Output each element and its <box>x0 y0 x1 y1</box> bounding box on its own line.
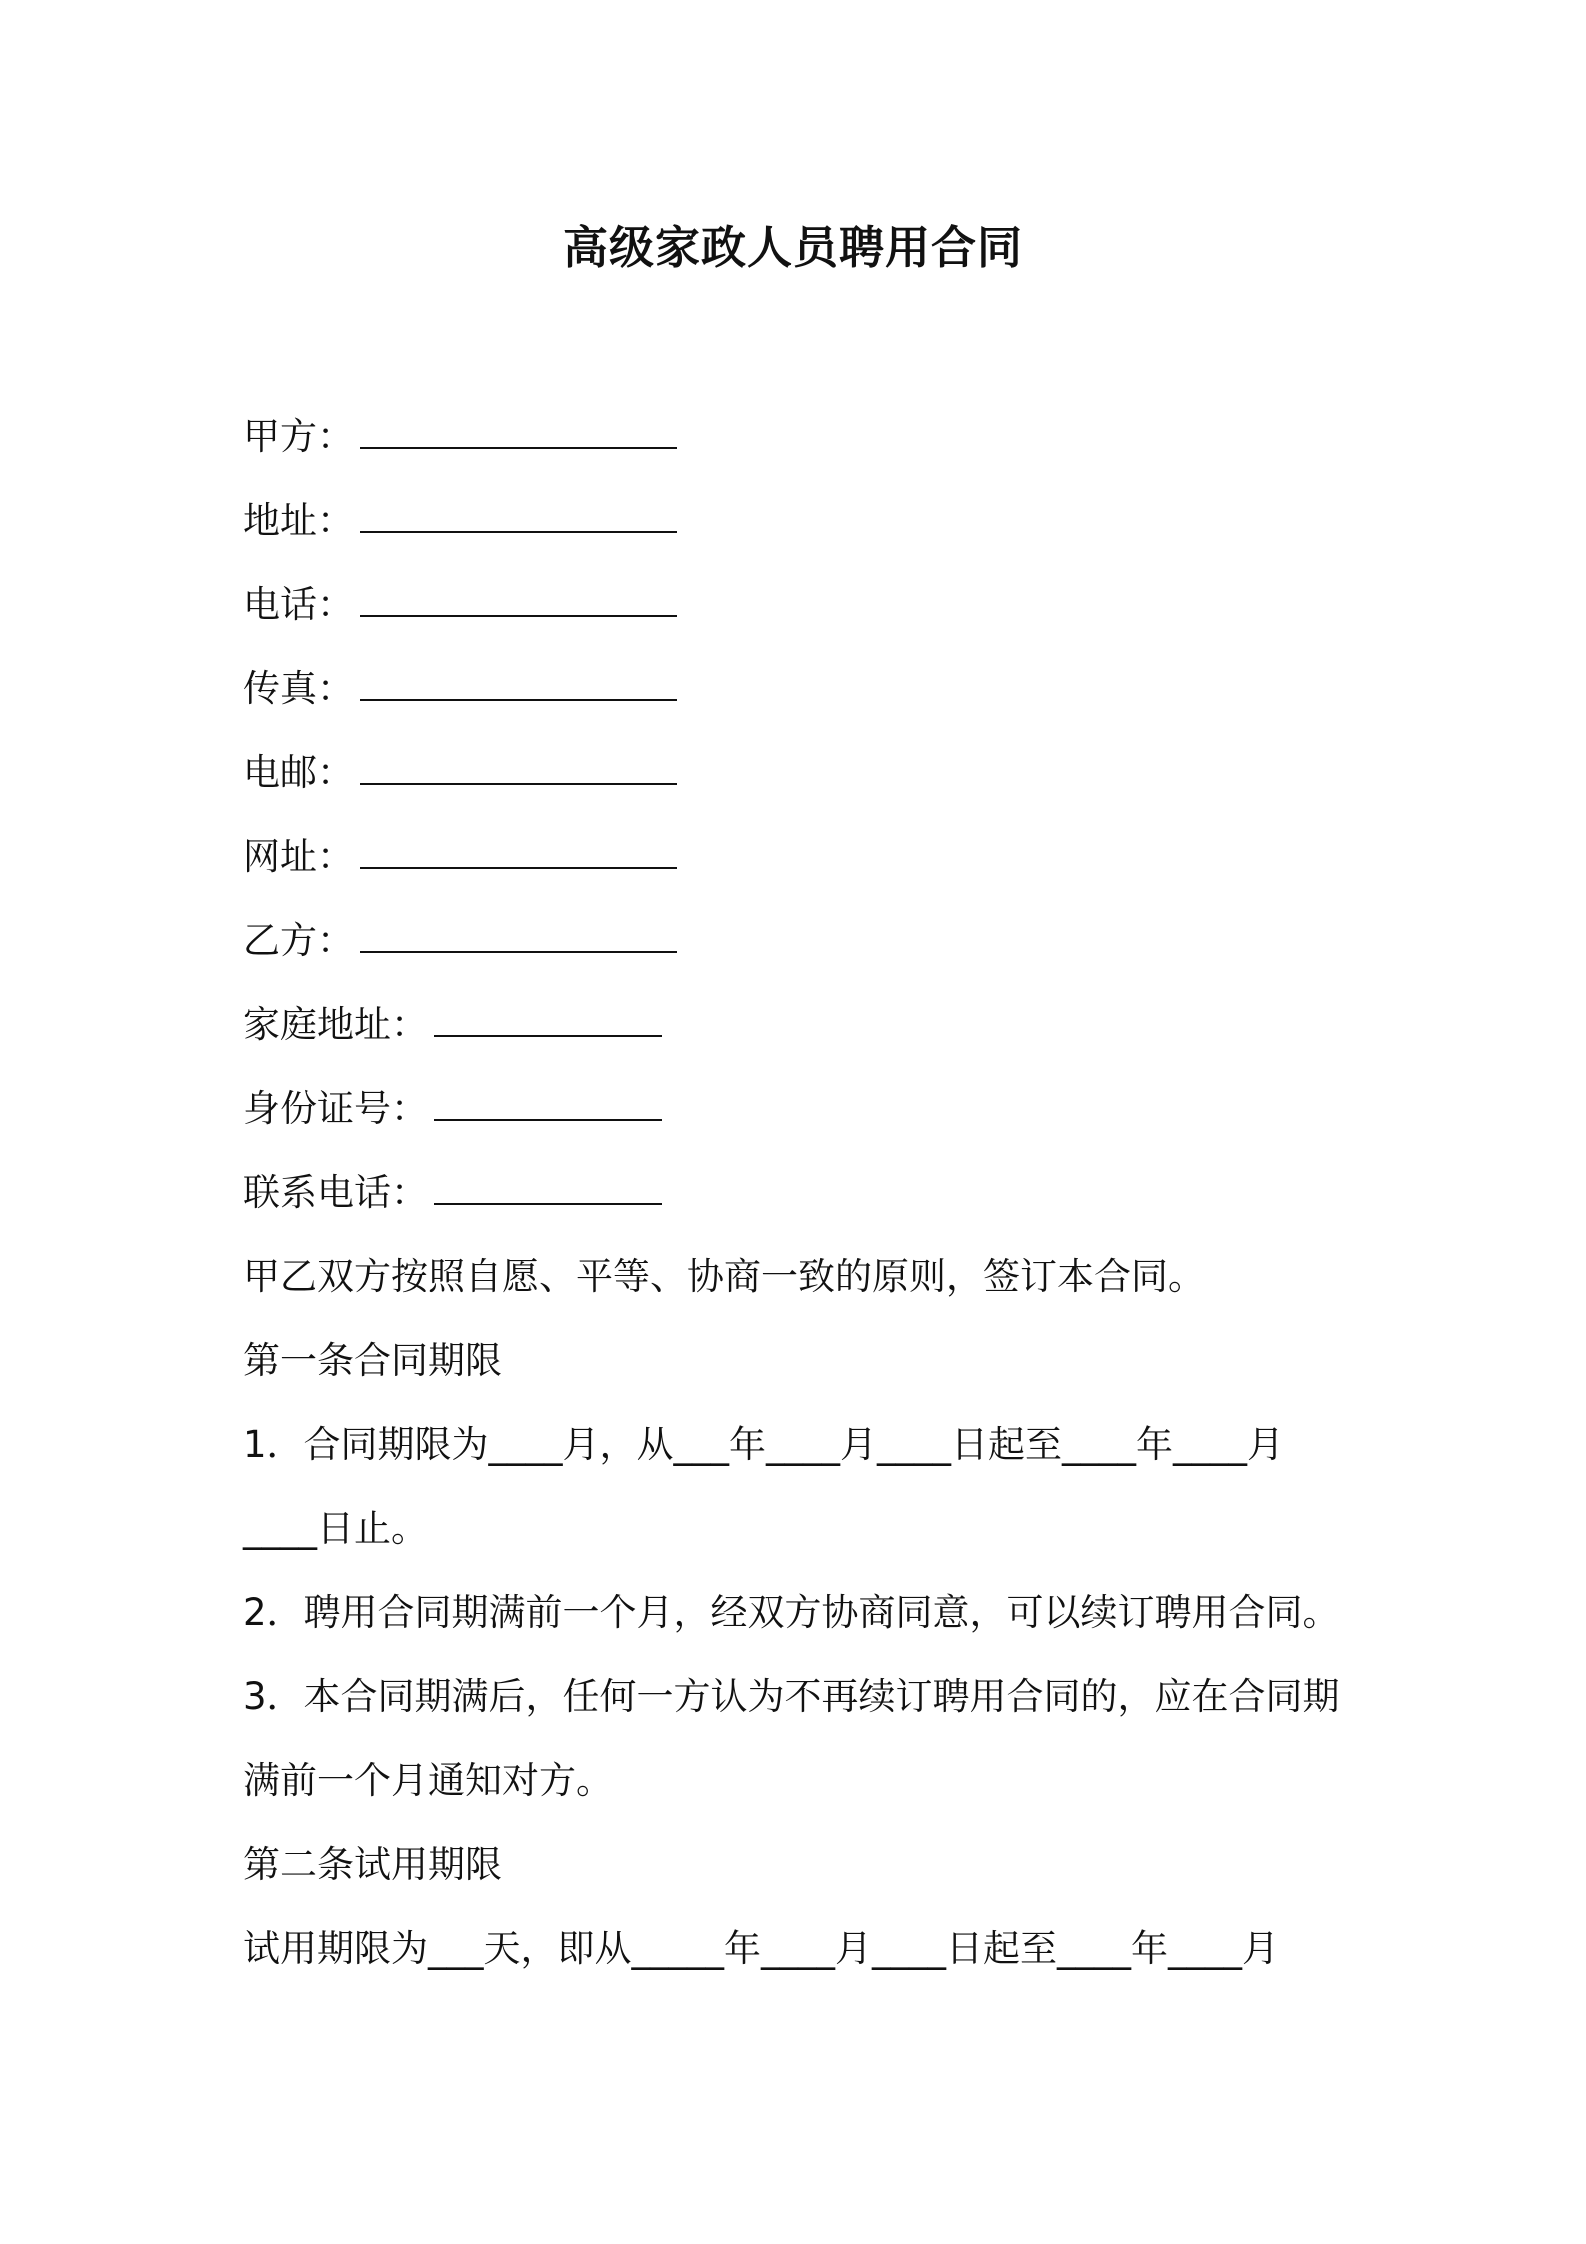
article-2-heading: 第二条试用期限 <box>243 1843 502 1886</box>
document-title: 高级家政人员聘用合同 <box>562 221 1023 274</box>
field-blank <box>360 417 677 449</box>
field-fax <box>243 664 677 714</box>
field-party-a <box>243 412 677 462</box>
field-blank <box>360 669 677 701</box>
field-blank <box>434 1089 662 1121</box>
field-label: 家庭地址： <box>243 1003 428 1046</box>
paragraph-intro: 甲乙双方按照自愿、平等、协商一致的原则，签订本合同。 <box>243 1255 1205 1298</box>
article-1-clause-3-continued: 满前一个月通知对方。 <box>243 1759 613 1802</box>
field-blank <box>434 1005 662 1037</box>
field-label: 地址： <box>243 499 354 542</box>
field-address <box>243 496 677 546</box>
field-blank <box>360 501 677 533</box>
field-blank <box>360 585 677 617</box>
field-blank <box>360 837 677 869</box>
field-email <box>243 748 677 798</box>
article-1-clause-3: 3．本合同期满后，任何一方认为不再续订聘用合同的，应在合同期 <box>243 1675 1340 1718</box>
article-1-clause-2: 2．聘用合同期满前一个月，经双方协商同意，可以续订聘用合同。 <box>243 1591 1340 1634</box>
field-label: 甲方： <box>243 415 354 458</box>
article-1-heading: 第一条合同期限 <box>243 1339 502 1382</box>
article-1-clause-1-continued: ____日止。 <box>243 1507 428 1550</box>
field-website <box>243 832 677 882</box>
field-label: 电话： <box>243 583 354 626</box>
field-home-address <box>243 1000 662 1050</box>
article-2-clause: 试用期限为___天，即从_____年____月____日起至____年____月 <box>243 1927 1279 1970</box>
field-label: 身份证号： <box>243 1087 428 1130</box>
field-label: 电邮： <box>243 751 354 794</box>
field-label: 传真： <box>243 667 354 710</box>
field-label: 联系电话： <box>243 1171 428 1214</box>
field-blank <box>434 1173 662 1205</box>
field-blank <box>360 753 677 785</box>
field-blank <box>360 921 677 953</box>
field-phone <box>243 580 677 630</box>
field-party-b <box>243 916 677 966</box>
field-label: 乙方： <box>243 919 354 962</box>
field-contact-phone <box>243 1168 662 1218</box>
article-1-clause-1: 1．合同期限为____月，从___年____月____日起至____年____月 <box>243 1423 1285 1466</box>
field-id-number <box>243 1084 662 1134</box>
field-label: 网址： <box>243 835 354 878</box>
